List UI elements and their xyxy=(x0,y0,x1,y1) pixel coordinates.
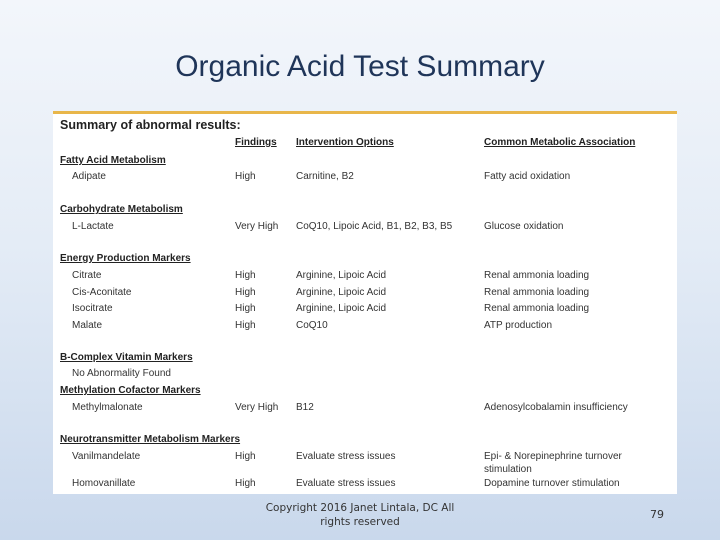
report-panel xyxy=(53,111,677,494)
row-name: Adipate xyxy=(72,171,106,182)
row-name: Isocitrate xyxy=(72,303,113,314)
row-finding: High xyxy=(235,171,256,182)
row-finding: Very High xyxy=(235,402,279,413)
row-name: Cis-Aconitate xyxy=(72,287,132,298)
row-association: Renal ammonia loading xyxy=(484,287,590,298)
section-title: Methylation Cofactor Markers xyxy=(60,385,201,396)
column-header-intervention: Intervention Options xyxy=(296,137,394,148)
section-title: Fatty Acid Metabolism xyxy=(60,155,166,166)
report-heading: Summary of abnormal results: xyxy=(60,118,241,132)
section-title: B-Complex Vitamin Markers xyxy=(60,352,193,363)
row-association: Epi- & Norepinephrine turnover stimulation xyxy=(484,451,622,475)
row-name: Vanilmandelate xyxy=(72,451,141,462)
row-intervention: Evaluate stress issues xyxy=(296,478,396,489)
row-name: Citrate xyxy=(72,270,102,281)
row-intervention: Arginine, Lipoic Acid xyxy=(296,270,387,281)
row-intervention: CoQ10, Lipoic Acid, B1, B2, B3, B5 xyxy=(296,221,453,232)
row-association: Renal ammonia loading xyxy=(484,303,590,314)
row-name: Homovanillate xyxy=(72,478,136,489)
column-header-findings: Findings xyxy=(235,137,277,148)
section-title: Energy Production Markers xyxy=(60,253,191,264)
row-association: Fatty acid oxidation xyxy=(484,171,571,182)
row-intervention: Carnitine, B2 xyxy=(296,171,354,182)
row-name: Malate xyxy=(72,320,103,331)
row-association: ATP production xyxy=(484,320,553,331)
row-association: Glucose oxidation xyxy=(484,221,564,232)
section-title: Carbohydrate Metabolism xyxy=(60,204,183,215)
row-name: No Abnormality Found xyxy=(72,368,171,379)
row-intervention: Arginine, Lipoic Acid xyxy=(296,287,387,298)
column-header-association: Common Metabolic Association xyxy=(484,137,636,148)
row-association: Dopamine turnover stimulation xyxy=(484,478,620,489)
row-finding: Very High xyxy=(235,221,279,232)
row-finding: High xyxy=(235,478,256,489)
row-intervention: Arginine, Lipoic Acid xyxy=(296,303,387,314)
section-title: Neurotransmitter Metabolism Markers xyxy=(60,434,241,445)
page-number: 79 xyxy=(650,508,664,521)
row-finding: High xyxy=(235,320,256,331)
row-name: Methylmalonate xyxy=(72,402,143,413)
slide-title: Organic Acid Test Summary xyxy=(175,50,545,83)
row-finding: High xyxy=(235,303,256,314)
row-finding: High xyxy=(235,451,256,462)
row-finding: High xyxy=(235,287,256,298)
row-finding: High xyxy=(235,270,256,281)
row-association: Adenosylcobalamin insufficiency xyxy=(484,402,628,413)
row-intervention: B12 xyxy=(296,402,314,413)
row-intervention: CoQ10 xyxy=(296,320,328,331)
copyright-footer: Copyright 2016 Janet Lintala, DC All rights reserved xyxy=(265,502,455,528)
row-association: Renal ammonia loading xyxy=(484,270,590,281)
row-name: L-Lactate xyxy=(72,221,114,232)
row-intervention: Evaluate stress issues xyxy=(296,451,396,462)
